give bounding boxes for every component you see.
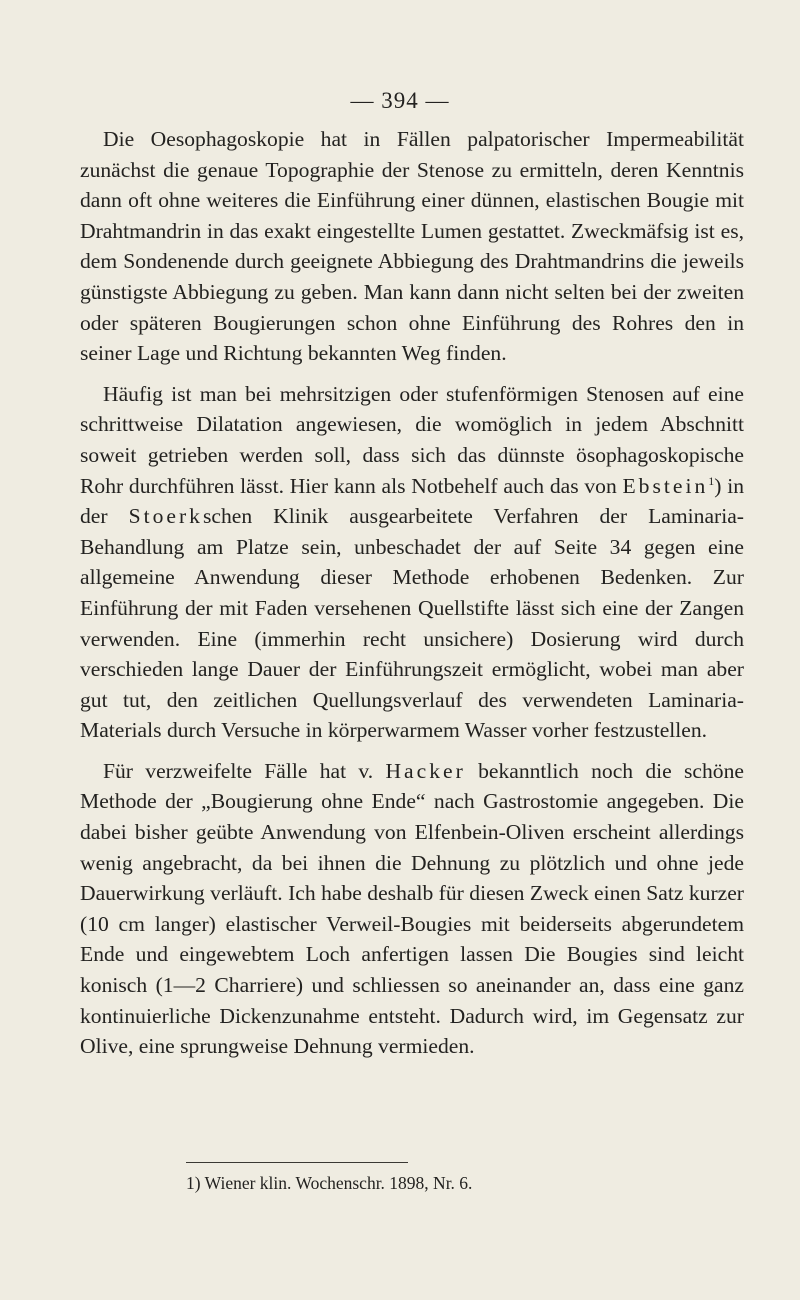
footnote [186, 1172, 746, 1194]
paragraph-oesophagoskopie: Die Oesophagoskopie hat in Fällen palpatorischer Impermeabilität zunächst die genaue Topographie der Stenose zu ermitteln, deren Kenntnis dann oft ohne weiteres die Einführung einer dünnen, elastischen Bougie mit Drahtmandrin in das exakt eingestellte Lumen gestattet. Zweckmäfsig ist es, dem Sondenende durch geeignete Abbiegung des Drahtmandrins die jeweils günstigste Abbiegung zu geben. Man kann dann nicht selten bei der zweiten oder späteren Bougierungen schon ohne Einführung des Rohres den in seiner Lage und Richtung bekannten Weg finden. [80, 127, 744, 366]
paragraph-dilatation [80, 379, 744, 746]
paragraph-text: bekanntlich noch die schöne Methode der „Bougierung ohne Ende“ nach Gastrostomie angegeben. Die dabei bisher geübte Anwendung von Elfenbein-Oliven erscheint allerdings wenig angebracht, da bei ihnen die Dehnung zu plötzlich und ohne jede Dauerwirkung verläuft. Ich habe deshalb für diesen Zweck einen Satz kurzer (10 cm langer) elastischer Verweil-Bougies mit beiderseits abgerundetem Ende und eingewebtem Loch anfertigen lassen Die Bougies sind leicht konisch (1—2 Charriere) und schliessen so aneinander an, dass eine ganz kontinuierliche Dickenzunahme entsteht. Dadurch wird, im Gegensatz zur Olive, eine sprungweise Dehnung vermieden. [80, 758, 744, 1059]
body-text [80, 124, 744, 1072]
paragraph-text: schen Klinik ausgearbeitete Verfahren der Laminaria-Behandlung am Platze sein, unbeschadet der auf Seite 34 gegen eine allgemeine Anwendung dieser Methode erhobenen Bedenken. Zur Einführung der mit Faden versehenen Quellstifte lässt sich eine der Zangen verwenden. Eine (immerhin recht unsichere) Dosierung wird durch verschieden lange Dauer der Einführungszeit ermöglicht, wobei man aber gut tut, den zeitlichen Quellungsverlauf des verwendeten Laminaria-Materials durch Versuche in körperwarmem Wasser vorher festzustellen. [80, 504, 744, 743]
author-name-ebstein: Ebstein [622, 473, 709, 498]
paragraph-text: ) in der [80, 473, 744, 529]
footnote-text: Wiener klin. Wochenschr. 1898, Nr. 6. [200, 1173, 473, 1193]
paragraph-text: Für verzweifelte Fälle hat v. [103, 758, 386, 783]
footnote-divider [186, 1162, 408, 1163]
footnote-reference: 1 [708, 473, 715, 488]
author-name-hacker: Hacker [385, 758, 466, 783]
paragraph-bougierung [80, 756, 744, 1062]
footnote-mark: 1) [186, 1173, 201, 1193]
page-number: — 394 — [350, 88, 450, 113]
paragraph-text: Häufig ist man bei mehrsitzigen oder stufenförmigen Stenosen auf eine schrittweise Dilatation angewiesen, die womöglich in jedem Abschnitt soweit getrieben werden soll, dass sich das dünnste ösophagoskopische Rohr durchführen lässt. Hier kann als Notbehelf auch das von [80, 381, 744, 498]
author-name-stoerk: Stoerk [128, 504, 203, 529]
